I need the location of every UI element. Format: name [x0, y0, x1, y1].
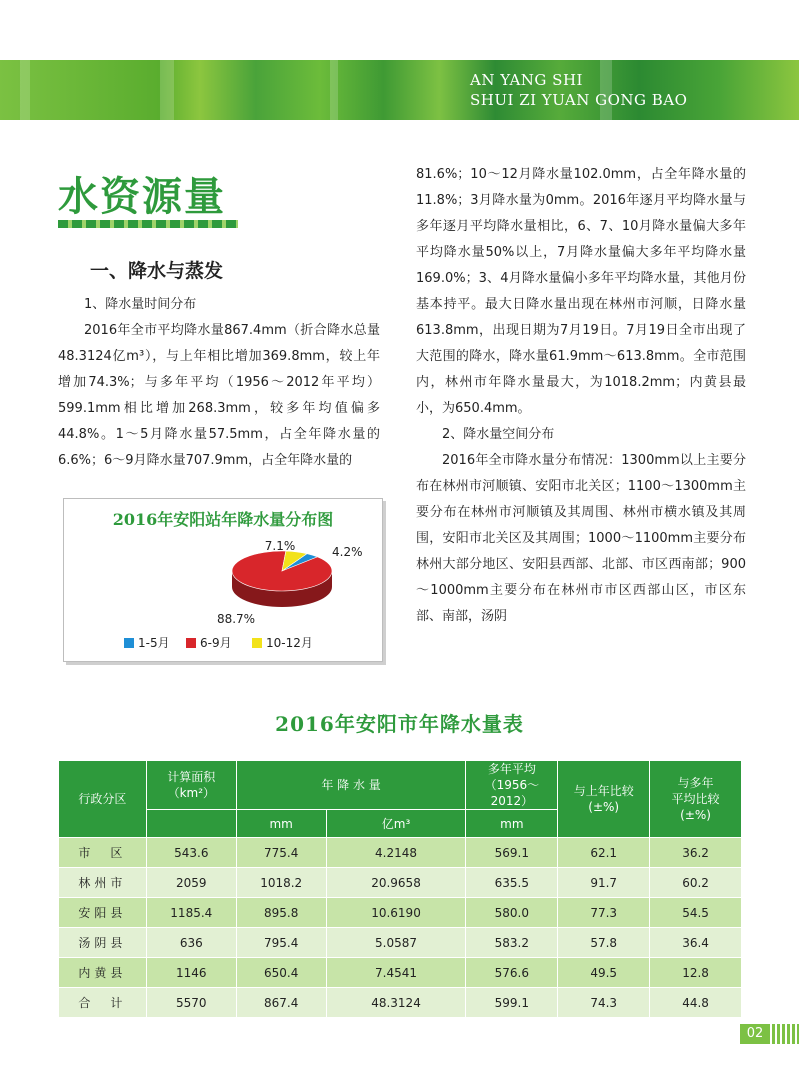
header-region: 行政分区 [59, 761, 147, 838]
table-cell: 635.5 [466, 868, 558, 898]
right-subheading: 2、降水量空间分布 [442, 427, 555, 442]
table-cell: 57.8 [558, 928, 650, 958]
table-title: 2016年安阳市年降水量表 [275, 712, 524, 736]
table-cell: 49.5 [558, 958, 650, 988]
table-cell: 44.8 [650, 988, 742, 1018]
rainfall-table [58, 760, 742, 1018]
table-cell: 5570 [146, 988, 236, 1018]
table-cell: 895.8 [236, 898, 326, 928]
right-paragraph-2: 2016年全市降水量分布情况：1300mm以上主要分布在林州市河顺镇、安阳市北关区；1100～1300mm主要分布在林州市河顺镇及其周围、林州市横水镇及其周围，安阳市北关区及其周围；1000～1100mm主要分布林州大部分地区、安阳县西部、北部、市区西南部；900～1000mm主要分布在林州市市区西部山区，市区东部、南部，汤阴 [416, 453, 746, 624]
table-cell: 569.1 [466, 838, 558, 868]
header-area: 计算面积 （km²） [146, 761, 236, 810]
page-title: 水资源量 [58, 174, 226, 220]
legend-label: 1-5月 [138, 636, 170, 650]
table-cell: 48.3124 [326, 988, 466, 1018]
pie-chart-svg [64, 499, 382, 661]
table-cell: 20.9658 [326, 868, 466, 898]
left-subheading: 1、降水量时间分布 [84, 297, 197, 312]
pie-value-label: 4.2% [332, 545, 363, 559]
pie-value-label: 88.7% [216, 612, 256, 626]
pie-chart [63, 498, 383, 662]
title-rule [58, 220, 238, 228]
table-cell: 77.3 [558, 898, 650, 928]
header-rain: 年 降 水 量 [236, 761, 466, 810]
header-stripe [160, 60, 174, 120]
table-row [59, 958, 742, 988]
header-line-2: SHUI ZI YUAN GONG BAO [470, 91, 688, 109]
header-vs-last: 与上年比较 (±%) [558, 761, 650, 838]
chart-title: 2016年安阳站年降水量分布图 [112, 510, 334, 529]
table-cell: 576.6 [466, 958, 558, 988]
section-heading: 一、降水与蒸发 [90, 260, 224, 282]
header-avg: 多年平均 （1956～2012） [466, 761, 558, 810]
table-cell: 2059 [146, 868, 236, 898]
table-cell: 775.4 [236, 838, 326, 868]
table-cell: 580.0 [466, 898, 558, 928]
left-column [58, 292, 380, 474]
table-cell: 10.6190 [326, 898, 466, 928]
table-cell-region: 合 计 [59, 988, 147, 1018]
right-column [416, 162, 746, 630]
table-row [59, 868, 742, 898]
left-paragraph: 2016年全市平均降水量867.4mm（折合降水总量48.3124亿m³），与上年相比增加369.8mm，较上年增加74.3%；与多年平均（1956～2012年平均）599.1mm相比增加268.3mm，较多年均值偏多44.8%。1～5月降水量57.5mm，占全年降水量的6.6%；6～9月降水量707.9mm，占全年降水量的 [58, 323, 380, 468]
table-cell: 54.5 [650, 898, 742, 928]
legend-swatch [252, 638, 262, 648]
table-cell-region: 市 区 [59, 838, 147, 868]
table-row [59, 838, 742, 868]
header-area-blank [146, 810, 236, 838]
table-cell: 62.1 [558, 838, 650, 868]
table-cell: 1146 [146, 958, 236, 988]
right-paragraph-1: 81.6%；10～12月降水量102.0mm，占全年降水量的11.8%；3月降水量为0mm。2016年逐月平均降水量与多年逐月平均降水量相比，6、7、10月降水量偏大多年平均降水量50%以上，7月降水量偏大多年平均降水量169.0%；3、4月降水量偏小多年平均降水量，其他月份基本持平。最大日降水量出现在林州市河顺，日降水量613.8mm，出现日期为7月19日。7月19日全市出现了大范围的降水，降水量61.9mm～613.8mm。全市范围内，林州市年降水量最大，为1018.2mm；内黄县最小，为650.4mm。 [416, 167, 746, 416]
table-cell-region: 林州市 [59, 868, 147, 898]
table-cell-region: 内黄县 [59, 958, 147, 988]
legend-swatch [124, 638, 134, 648]
table-cell: 795.4 [236, 928, 326, 958]
table-cell: 543.6 [146, 838, 236, 868]
table-cell: 36.2 [650, 838, 742, 868]
table-cell: 867.4 [236, 988, 326, 1018]
legend-label: 6-9月 [200, 636, 232, 650]
page-number-stripe [772, 1024, 799, 1044]
page-number: 02 [740, 1024, 770, 1044]
table-cell-region: 汤阴县 [59, 928, 147, 958]
legend-label: 10-12月 [266, 636, 313, 650]
table-cell: 4.2148 [326, 838, 466, 868]
legend-swatch [186, 638, 196, 648]
header-stripe [20, 60, 30, 120]
table-cell: 12.8 [650, 958, 742, 988]
table-cell: 599.1 [466, 988, 558, 1018]
header-rain-yi: 亿m³ [326, 810, 466, 838]
header-line-1: AN YANG SHI [470, 71, 583, 89]
table-cell: 636 [146, 928, 236, 958]
table-row [59, 898, 742, 928]
header-rain-mm: mm [236, 810, 326, 838]
table-cell: 74.3 [558, 988, 650, 1018]
table-cell: 1018.2 [236, 868, 326, 898]
header-vs-avg: 与多年 平均比较 (±%) [650, 761, 742, 838]
table-cell: 60.2 [650, 868, 742, 898]
table-cell: 650.4 [236, 958, 326, 988]
table-row [59, 928, 742, 958]
table-cell-region: 安阳县 [59, 898, 147, 928]
table-cell: 7.4541 [326, 958, 466, 988]
table-cell: 1185.4 [146, 898, 236, 928]
table-row [59, 988, 742, 1018]
header-avg-mm: mm [466, 810, 558, 838]
table-cell: 583.2 [466, 928, 558, 958]
header-stripe [330, 60, 338, 120]
pie-value-label: 7.1% [264, 539, 296, 553]
table-cell: 36.4 [650, 928, 742, 958]
header-text [470, 70, 687, 110]
table-cell: 5.0587 [326, 928, 466, 958]
table-cell: 91.7 [558, 868, 650, 898]
